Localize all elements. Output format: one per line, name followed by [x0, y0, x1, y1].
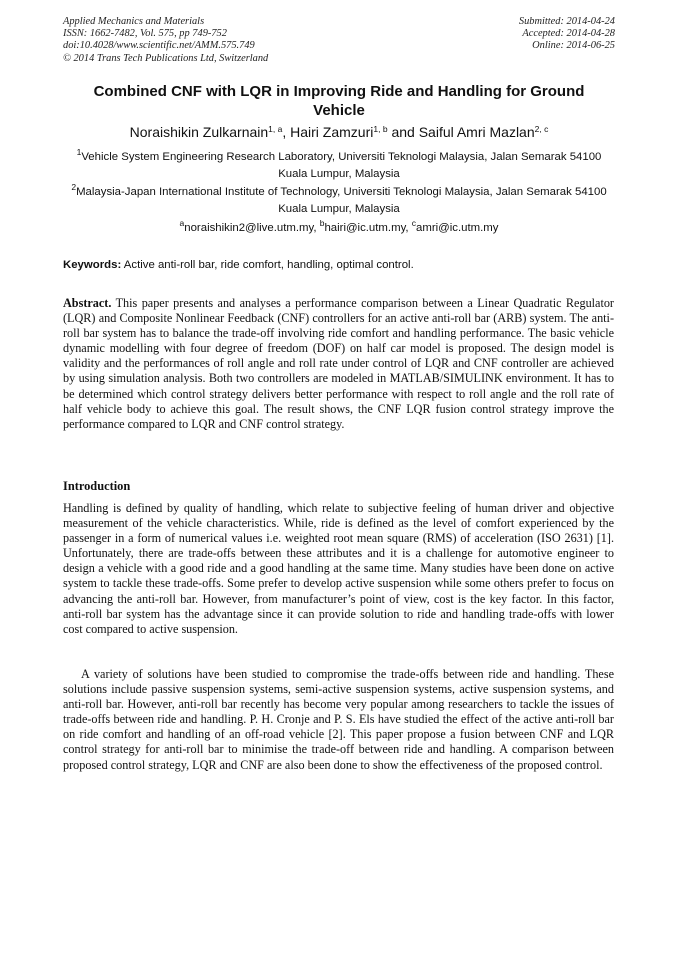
author-superscript: 1, a: [268, 124, 283, 134]
email-address[interactable]: noraishikin2@live.utm.my: [184, 222, 314, 234]
introduction-paragraph-2: [63, 667, 614, 773]
introduction-heading: Introduction: [63, 479, 131, 493]
author-name: Noraishikin Zulkarnain: [129, 124, 269, 140]
email-address[interactable]: hairi@ic.utm.my: [324, 222, 406, 234]
email-separator: ,: [313, 222, 320, 234]
email-superscript: b: [319, 218, 325, 228]
affiliation-text: Vehicle System Engineering Research Laboratory, Universiti Teknologi Malaysia, Jalan Semarak 54100 Kuala Lumpur, Malaysia: [81, 151, 602, 180]
author-superscript: 2, c: [534, 124, 549, 134]
journal-issn: ISSN: 1662-7482, Vol. 575, pp 749-752: [63, 28, 227, 40]
keywords-line: [63, 257, 623, 273]
author-superscript: 1, b: [373, 124, 388, 134]
affiliation-2: [62, 184, 616, 217]
keywords-text: Active anti-roll bar, ride comfort, handling, optimal control.: [123, 259, 414, 271]
affiliation-text: Malaysia-Japan International Institute of Technology, Universiti Teknologi Malaysia, Jalan Semarak 54100 Kuala Lumpur, Malaysia: [76, 186, 607, 215]
journal-info-header: [63, 16, 268, 65]
affiliation-superscript: 1: [76, 147, 82, 157]
copyright-notice: © 2014 Trans Tech Publications Ltd, Switzerland: [63, 52, 269, 64]
paragraph-text: A variety of solutions have been studied to compromise the trade-offs between ride and handling. These solutions include passive suspension systems, semi-active suspension systems, active suspension systems, and anti-roll bar. However, anti-roll bar recently has become very popular among researchers to tackle the issues of trade-offs between ride and handling. P. H. Cronje and P. S. Els have studied the effect of the active anti-roll bar on ride comfort and handling of an off-road vehicle [2]. This paper propose a fusion between CNF and LQR control strategy for anti-roll bar to minimise the trade-off between ride and handling. A comparison between proposed control strategy, LQR and CNF are also been done to show the effectiveness of the proposed control.: [63, 667, 614, 772]
paragraph-text: Handling is defined by quality of handling, which relate to subjective feeling of human driver and objective measurement of the vehicle characteristics. While, ride is defined as the level of comfort experienced by the passenger in a form of numerical values i.e. weighted root mean square (RMS) of acceleration (ISO 2631) [1]. Unfortunately, there are trade-offs between these attributes and it is a challenge for automotive engineer to design a vehicle with a good ride and a good handling at the same time. Many studies have been done on active system to tackle these trade-offs. Some prefer to develop active suspension while some others prefer to focus on advancing the anti-roll bar. However, from manufacturer’s point of view, cost is the key factor. In this factor, anti-roll bar system has the advantage since it can provide solution to ride and handling trade-offs with lower cost compared to active suspension.: [63, 501, 614, 636]
author-separator: and: [387, 124, 419, 140]
affiliation-1: [62, 149, 616, 182]
introduction-paragraph-1: [63, 501, 614, 637]
accepted-date: Accepted: 2014-04-28: [522, 28, 615, 40]
email-superscript: c: [411, 218, 417, 228]
author-name: Saiful Amri Mazlan: [418, 124, 535, 140]
online-date: Online: 2014-06-25: [532, 40, 615, 52]
email-superscript: a: [179, 218, 185, 228]
journal-name: Applied Mechanics and Materials: [63, 16, 205, 27]
paper-title: Combined CNF with LQR in Improving Ride and Handling for Ground Vehicle: [93, 83, 585, 119]
abstract-label: Abstract.: [63, 296, 112, 310]
author-separator: ,: [282, 124, 291, 140]
keywords-label: Keywords:: [63, 259, 122, 271]
affiliation-superscript: 2: [71, 182, 77, 192]
author-name: Hairi Zamzuri: [290, 124, 374, 140]
submitted-date: Submitted: 2014-04-24: [518, 16, 615, 27]
email-separator: ,: [405, 222, 412, 234]
doi-link[interactable]: doi:10.4028/www.scientific.net/AMM.575.749: [63, 40, 255, 52]
abstract-text: This paper presents and analyses a performance comparison between a Linear Quadratic Regulator (LQR) and Composite Nonlinear Feedback (CNF) controllers for an active anti-roll bar (ARB) system. The anti-roll bar system has to balance the trade-off involving ride comfort and handling performance. The basic vehicle dynamic modelling with four degree of freedom (DOF) on half car model is proposed. The design model is validity and the performances of roll angle and roll rate under control of LQR and CNF controller are achieved by using simulation analysis. Both two controllers are modeled in MATLAB/SIMULINK environment. It has to be determined which control strategy delivers better performance with respect to roll angle and the roll rate of half vehicle body to achieve this goal. The result shows, the CNF LQR fusion control strategy improve the performance compared to LQR and CNF control strategy.: [63, 296, 614, 431]
abstract-section: [63, 296, 614, 432]
email-address[interactable]: amri@ic.utm.my: [416, 222, 499, 234]
email-list: [62, 220, 616, 236]
dates-header: [519, 16, 615, 53]
author-list: [40, 123, 638, 141]
